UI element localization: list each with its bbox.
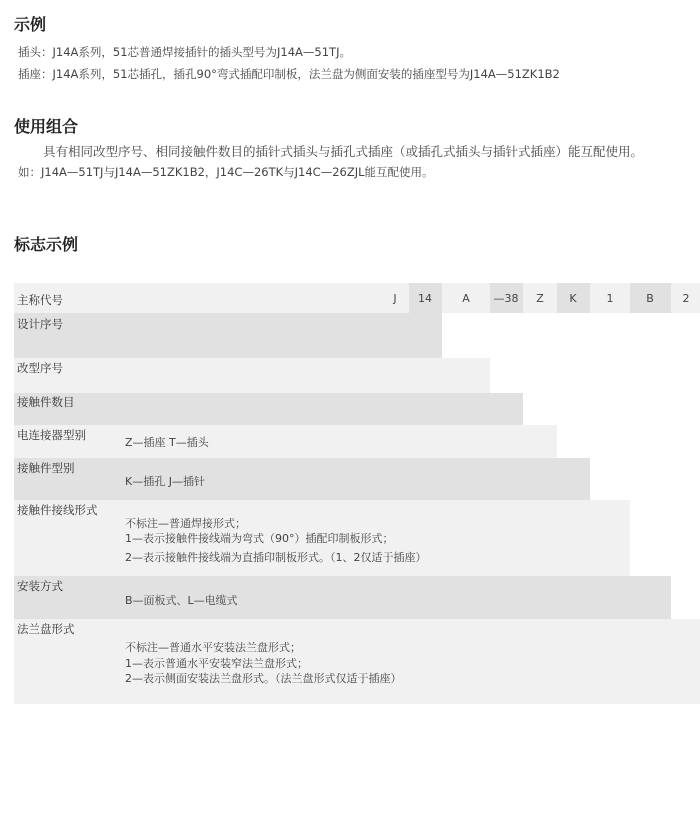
band-count [14, 393, 523, 425]
band-modify [14, 358, 490, 393]
desc-wiring-2: 2—表示接触件接线端为直插印制板形式。（1、2仅适于插座） [125, 551, 427, 564]
band-flange [14, 619, 700, 704]
header-band [14, 283, 700, 313]
desc-wiring-1: 1—表示接触件接线端为弯式（90°）插配印制板形式； [125, 532, 394, 545]
cat-modify: 改型序号 [17, 361, 63, 375]
cat-wiring: 接触件接线形式 [17, 503, 98, 517]
combo-title: 使用组合 [14, 117, 79, 136]
cat-contact-type: 接触件型别 [17, 461, 75, 475]
code-k: K [569, 292, 577, 305]
combo-text-1: 具有相同改型序号、相同接触件数目的插针式插头与插孔式插座（或插孔式插头与插针式插座）能互配使用。 [43, 144, 644, 159]
desc-contact-type: K—插孔 J—插针 [125, 475, 205, 488]
desc-flange-1: 1—表示普通水平安装窄法兰盘形式； [125, 657, 308, 670]
band-contact-type [14, 458, 590, 500]
marking-title: 标志示例 [14, 235, 79, 254]
example-socket-text: 插座：J14A系列，51芯插孔，插孔90°弯式插配印制板，法兰盘为侧面安装的插座型号为J14A—51ZK1B2 [18, 67, 560, 81]
code-38: —38 [493, 292, 519, 305]
code-j: J [393, 292, 397, 305]
desc-flange-0: 不标注—普通水平安装法兰盘形式； [125, 641, 301, 654]
band-mount [14, 576, 671, 619]
band-design [14, 313, 442, 358]
desc-mount: B—面板式、L—电缆式 [125, 594, 238, 607]
desc-conn-type: Z—插座 T—插头 [125, 436, 209, 449]
combo-text-2: 如：J14A—51TJ与J14A—51ZK1B2，J14C—26TK与J14C—26ZJL能互配使用。 [18, 165, 434, 179]
code-b: B [646, 292, 654, 305]
example-title: 示例 [14, 15, 47, 34]
code-2: 2 [682, 292, 690, 305]
code-1: 1 [606, 292, 614, 305]
desc-wiring-0: 不标注—普通焊接形式； [125, 517, 246, 530]
desc-flange-2: 2—表示侧面安装法兰盘形式。（法兰盘形式仅适于插座） [125, 672, 402, 685]
code-z: Z [536, 292, 544, 305]
cat-count: 接触件数目 [17, 395, 75, 409]
cat-conn-type: 电连接器型别 [17, 428, 86, 442]
band-conn-type [14, 425, 557, 458]
header-label: 主称代号 [17, 293, 63, 307]
cat-mount: 安装方式 [17, 579, 63, 593]
example-plug-text: 插头：J14A系列，51芯普通焊接插针的插头型号为J14A—51TJ。 [18, 45, 351, 59]
code-a: A [462, 292, 470, 305]
cat-flange: 法兰盘形式 [17, 622, 75, 636]
code-14: 14 [418, 292, 432, 305]
cat-design: 设计序号 [17, 317, 63, 331]
